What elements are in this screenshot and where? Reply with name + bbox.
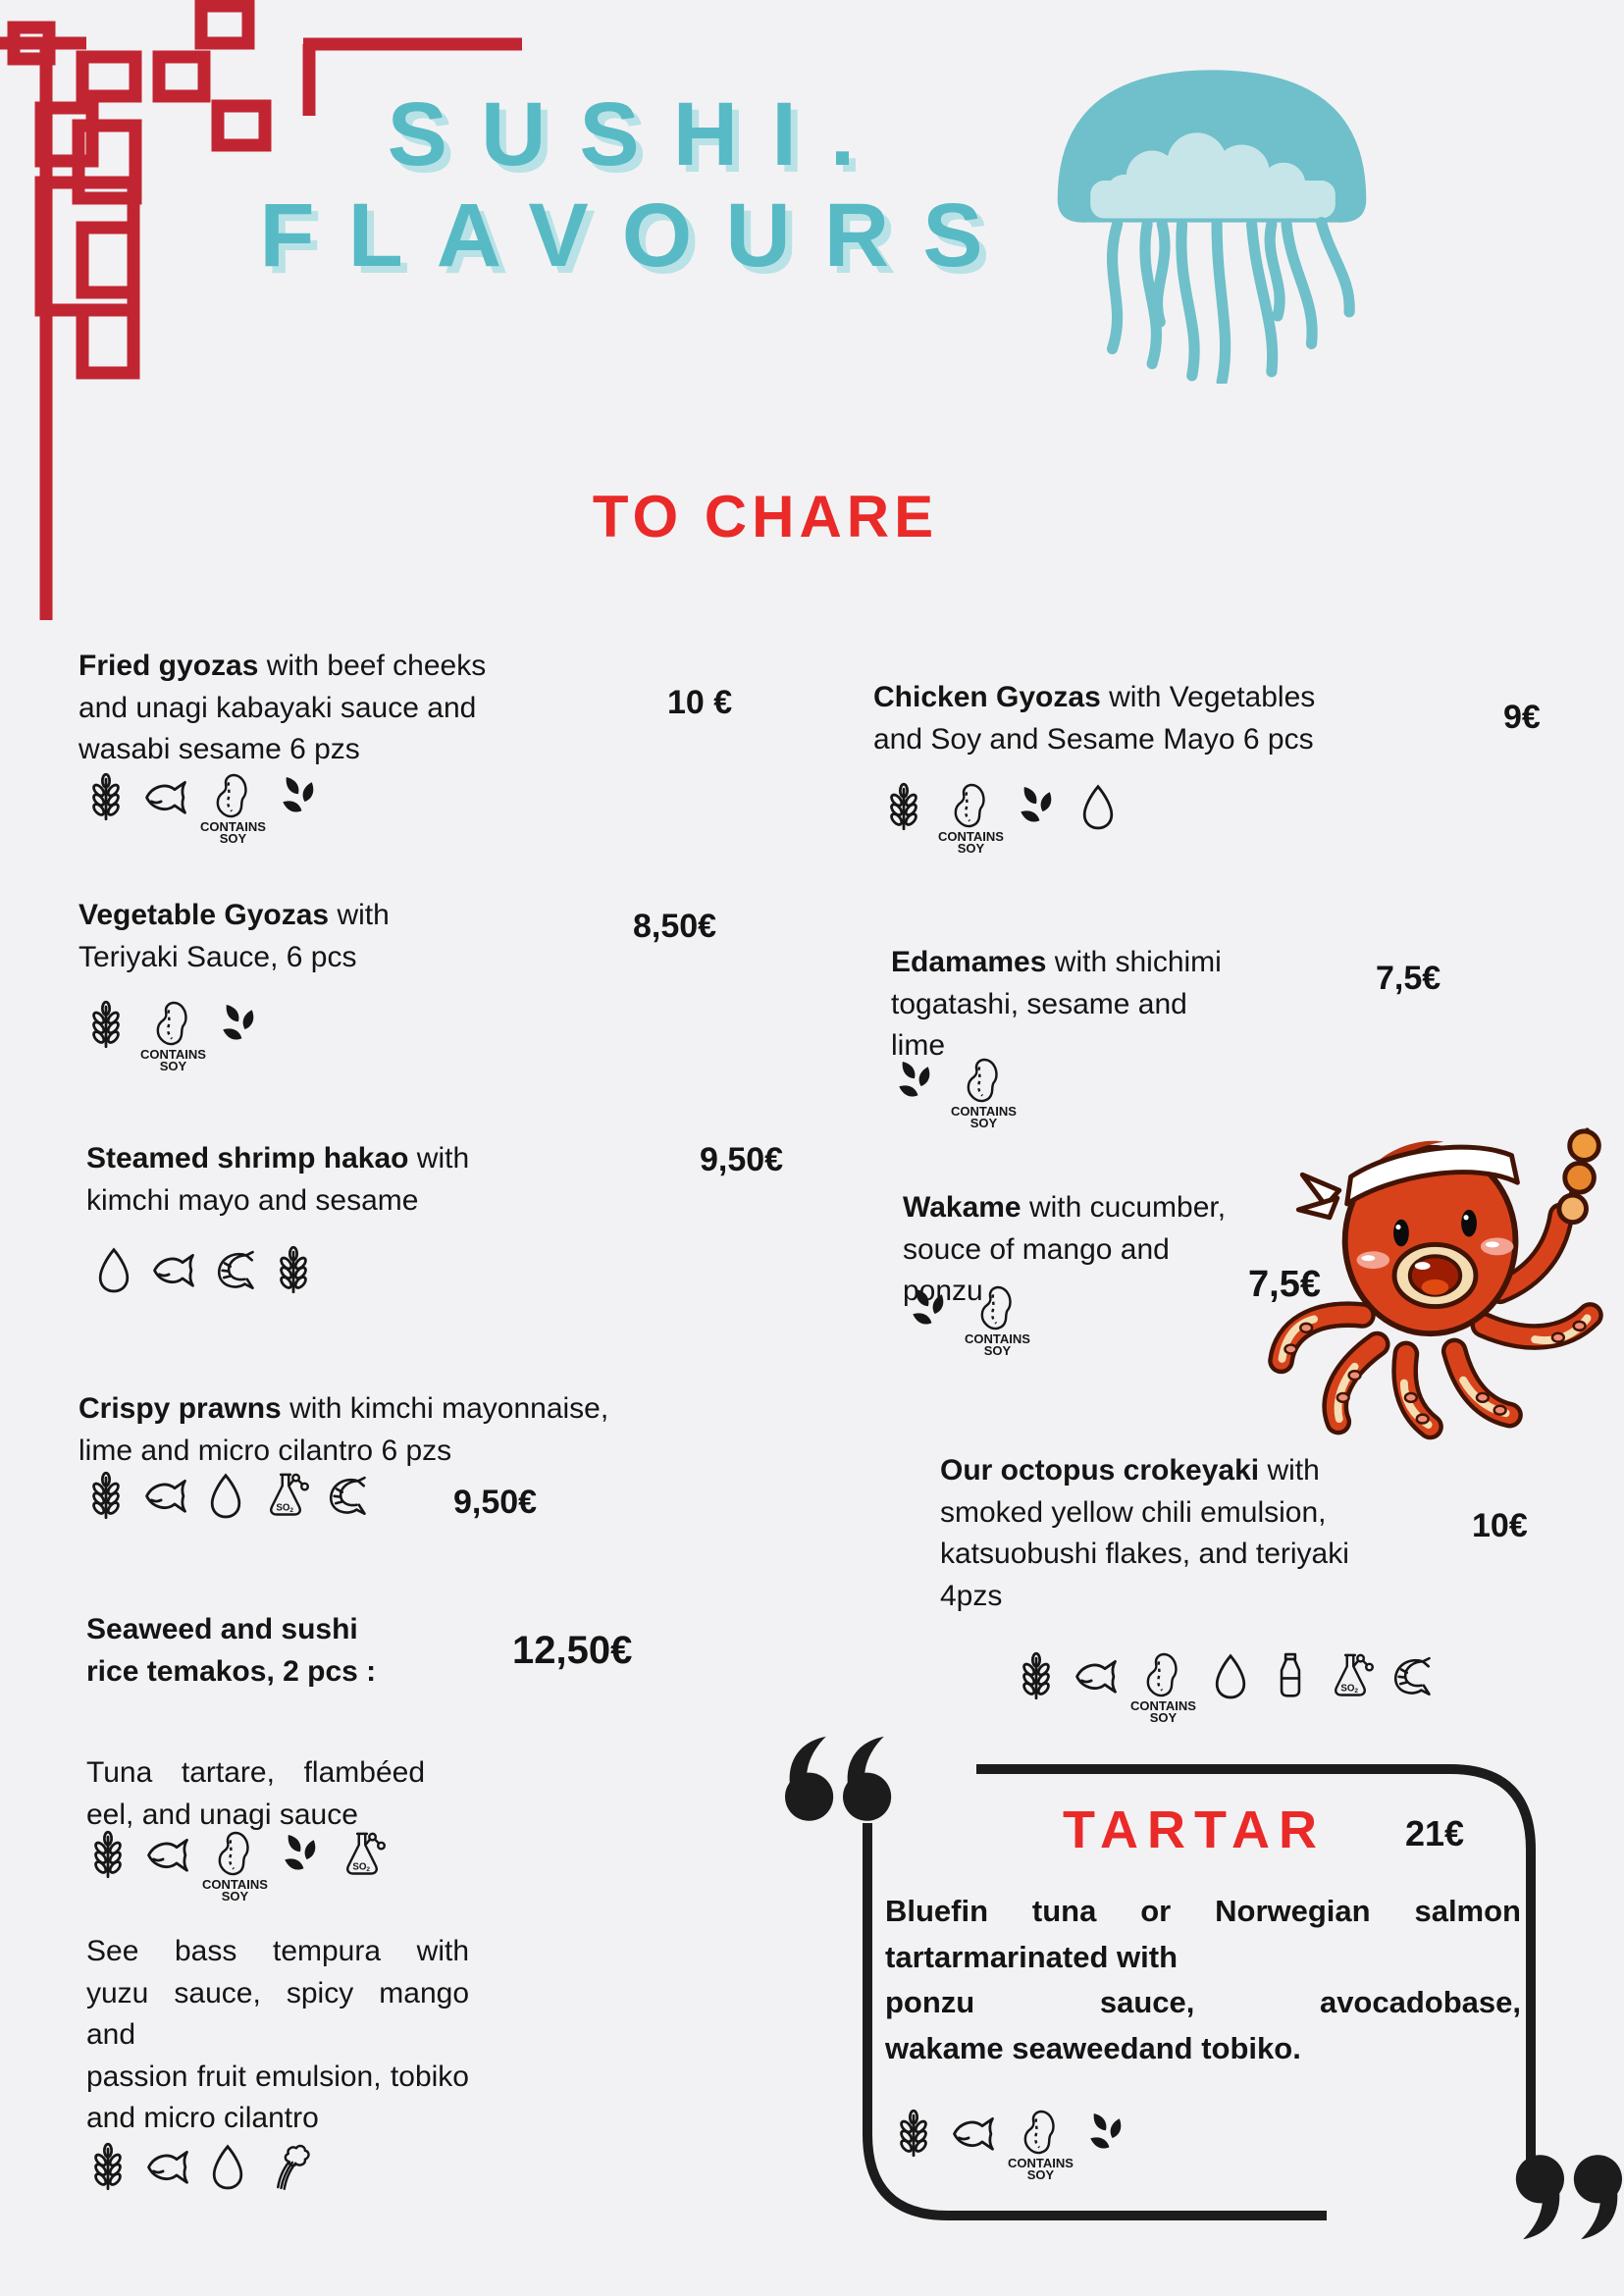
gluten-allergen-icon [888, 2108, 939, 2159]
sulfites-allergen-icon [1325, 1650, 1376, 1701]
jellyfish-icon [1030, 45, 1393, 384]
menu-item-edamames [891, 942, 1249, 1068]
gluten-allergen-icon [80, 1470, 131, 1521]
contains-soy-label: CONTAINS [200, 819, 266, 834]
menu-item-octopus-crokeyaki [940, 1450, 1391, 1617]
item-price: 10 € [667, 684, 733, 721]
text-line: ponzu sauce, avocadobase, [885, 1985, 1521, 2019]
sesame-allergen-icon [277, 1829, 328, 1880]
allergen-row [1011, 1650, 1436, 1725]
item-desc: with cucumber, souce of mango and ponzu [903, 1191, 1227, 1308]
item-desc: with Teriyaki Sauce, 6 pcs [79, 899, 390, 973]
item-desc: with smoked yellow chili emulsion, katsuobushi flakes, and teriyaki 4pzs [940, 1454, 1349, 1612]
item-price: 7,5€ [1376, 960, 1441, 997]
fish-allergen-icon [142, 2141, 193, 2192]
egg-allergen-icon [1073, 781, 1124, 832]
text-line: See bass tempura with [86, 1935, 469, 1967]
text-line: and micro cilantro [86, 2102, 319, 2135]
allergen-row [888, 2108, 1133, 2182]
tartar-heading: TARTAR [1063, 1800, 1326, 1859]
item-name: Our octopus crokeyaki [940, 1454, 1260, 1487]
sesame-allergen-icon [1082, 2108, 1133, 2159]
milk-allergen-icon [1265, 1650, 1316, 1701]
item-desc: with beef cheeks and unagi kabayaki sauce and wasabi sesame 6 pzs [79, 650, 487, 766]
page-title [147, 84, 1128, 287]
sesame-allergen-icon [1013, 781, 1064, 832]
allergen-row [88, 1244, 319, 1295]
sesame-allergen-icon [891, 1056, 942, 1107]
contains-soy-label: SOY [221, 1889, 249, 1905]
item-price: 7,5€ [1248, 1264, 1321, 1305]
sulfites-allergen-icon [260, 1470, 311, 1521]
sesame-allergen-icon [275, 771, 326, 822]
gluten-allergen-icon [80, 999, 131, 1050]
menu-item-fried-gyozas [79, 646, 505, 771]
allergen-row [80, 1470, 371, 1521]
gluten-allergen-icon [268, 1244, 319, 1295]
contains-soy-label: SOY [983, 1343, 1012, 1359]
egg-allergen-icon [202, 2141, 253, 2192]
octopus-mascot-icon [1246, 1105, 1624, 1443]
contains-soy-label: CONTAINS [951, 1104, 1017, 1119]
soy-allergen-icon [938, 781, 1004, 856]
gluten-allergen-icon [1011, 1650, 1062, 1701]
item-name: Steamed shrimp hakao [86, 1142, 409, 1174]
contains-soy-label: CONTAINS [938, 829, 1004, 844]
item-desc: with kimchi mayonnaise, lime and micro cilantro 6 pzs [79, 1392, 609, 1467]
allergen-row [80, 771, 326, 846]
allergen-row [891, 1056, 1017, 1130]
text-line: Seaweed and sushi [86, 1613, 358, 1645]
crustacean-allergen-icon [208, 1244, 259, 1295]
item-name: Chicken Gyozas [873, 681, 1101, 713]
item-price: 8,50€ [633, 908, 717, 945]
contains-soy-label: CONTAINS [140, 1047, 206, 1062]
fish-allergen-icon [140, 1470, 191, 1521]
sesame-allergen-icon [215, 999, 266, 1050]
egg-allergen-icon [1205, 1650, 1256, 1701]
crustacean-allergen-icon [1385, 1650, 1436, 1701]
menu-item-crispy-prawns [79, 1388, 613, 1472]
fish-allergen-icon [948, 2108, 999, 2159]
soy-allergen-icon [200, 771, 266, 846]
item-desc: with shichimi togatashi, sesame and lime [891, 946, 1222, 1063]
text-line: wakame seaweedand tobiko. [885, 2030, 1301, 2065]
gluten-allergen-icon [80, 771, 131, 822]
contains-soy-label: CONTAINS [1008, 2156, 1074, 2170]
item-price: 21€ [1405, 1813, 1465, 1853]
fish-allergen-icon [1071, 1650, 1122, 1701]
item-name: Vegetable Gyozas [79, 899, 330, 931]
contains-soy-label: CONTAINS [202, 1877, 268, 1892]
tartar-description [885, 1889, 1521, 2071]
item-price: 9,50€ [700, 1141, 784, 1178]
contains-soy-label: SOY [957, 841, 985, 857]
sulfites-allergen-icon [337, 1829, 388, 1880]
allergen-row [80, 999, 266, 1073]
fish-allergen-icon [148, 1244, 199, 1295]
contains-soy-label: SOY [1149, 1710, 1178, 1726]
menu-item-vegetable-gyozas [79, 895, 417, 978]
egg-allergen-icon [88, 1244, 139, 1295]
soy-allergen-icon [965, 1283, 1030, 1358]
fish-allergen-icon [140, 771, 191, 822]
contains-soy-label: SOY [969, 1116, 998, 1131]
menu-title-line1: SUSHI. [387, 84, 889, 184]
item-name: Fried gyozas [79, 650, 259, 682]
item-desc: with kimchi mayo and sesame [86, 1142, 470, 1217]
item-desc: with Vegetables and Soy and Sesame Mayo 6 pcs [873, 681, 1316, 756]
allergen-row [878, 781, 1124, 856]
contains-soy-label: CONTAINS [1130, 1698, 1196, 1713]
text-line: eel, and unagi sauce [86, 1798, 358, 1831]
text-line: passion fruit emulsion, tobiko [86, 2060, 469, 2093]
item-price: 9€ [1503, 699, 1541, 736]
text-line: Bluefin tuna or Norwegian salmon [885, 1894, 1521, 1928]
item-price: 10€ [1472, 1507, 1528, 1544]
egg-allergen-icon [200, 1470, 251, 1521]
allergen-row [82, 2141, 313, 2192]
soy-allergen-icon [202, 1829, 268, 1904]
menu-item-steamed-shrimp-hakao [86, 1138, 523, 1222]
contains-soy-label: SOY [219, 831, 247, 847]
text-line: rice temakos, 2 pcs : [86, 1654, 377, 1688]
sub-item-see-bass-tempura [86, 1931, 469, 2140]
close-quote-icon [1506, 2151, 1622, 2241]
soy-allergen-icon [1008, 2108, 1074, 2182]
soy-allergen-icon [140, 999, 206, 1073]
contains-soy-label: SOY [159, 1059, 187, 1074]
sesame-allergen-icon [905, 1283, 956, 1334]
item-name: Wakame [903, 1191, 1022, 1224]
text-line: Tuna tartare, flambéed [86, 1756, 425, 1789]
contains-soy-label: CONTAINS [965, 1331, 1030, 1346]
item-price: 12,50€ [512, 1629, 633, 1672]
gluten-allergen-icon [82, 2141, 133, 2192]
fish-allergen-icon [142, 1829, 193, 1880]
item-price: 9,50€ [453, 1484, 538, 1521]
gluten-allergen-icon [82, 1829, 133, 1880]
crustacean-allergen-icon [320, 1470, 371, 1521]
celery-allergen-icon [262, 2141, 313, 2192]
gluten-allergen-icon [878, 781, 929, 832]
item-name: Edamames [891, 946, 1047, 978]
menu-item-seaweed-temakos [86, 1609, 498, 1693]
text-line: yuzu sauce, spicy mango and [86, 1976, 469, 2052]
menu-title-line2: FLAVOURS [259, 185, 1017, 287]
section-heading: TO CHARE [592, 484, 939, 549]
contains-soy-label: SOY [1026, 2167, 1055, 2183]
open-quote-icon [785, 1735, 901, 1825]
text-line: tartarmarinated with [885, 1939, 1179, 1974]
soy-allergen-icon [951, 1056, 1017, 1130]
item-name: Crispy prawns [79, 1392, 282, 1425]
sub-item-tuna-tartare [86, 1752, 425, 1836]
allergen-row [905, 1283, 1030, 1358]
allergen-row [82, 1829, 388, 1904]
menu-item-chicken-gyozas [873, 677, 1344, 760]
soy-allergen-icon [1130, 1650, 1196, 1725]
